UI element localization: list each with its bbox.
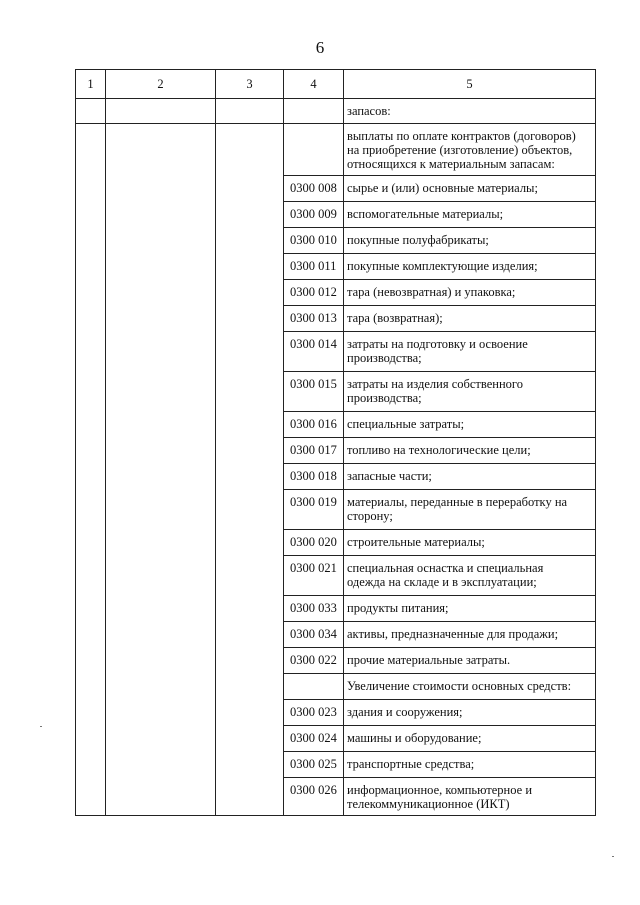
description-line: затраты на изделия собственного — [347, 377, 523, 391]
row-description — [344, 622, 596, 648]
col-1-span — [76, 124, 106, 816]
description-line: вспомогательные материалы; — [347, 207, 504, 221]
row-description — [344, 372, 596, 412]
row-code — [284, 99, 344, 124]
row-description — [344, 438, 596, 464]
row-code: 0300 008 — [284, 176, 344, 202]
header-col-2: 2 — [106, 70, 216, 99]
table-row — [76, 99, 596, 124]
row-description — [344, 752, 596, 778]
description-line: здания и сооружения; — [347, 705, 463, 719]
row-code — [284, 124, 344, 176]
row-code: 0300 013 — [284, 306, 344, 332]
description-line: одежда на складе и в эксплуатации; — [347, 575, 537, 589]
description-line: тара (возвратная); — [347, 311, 443, 325]
row-description — [344, 176, 596, 202]
row-description — [344, 99, 596, 124]
description-line: материалы, переданные в переработку на — [347, 495, 568, 509]
row-description — [344, 674, 596, 700]
codes-table — [75, 69, 596, 816]
row-description — [344, 530, 596, 556]
description-line: прочие материальные затраты. — [347, 653, 511, 667]
row-description — [344, 254, 596, 280]
row-code: 0300 009 — [284, 202, 344, 228]
header-col-5: 5 — [344, 70, 596, 99]
header-col-1: 1 — [76, 70, 106, 99]
row-code: 0300 022 — [284, 648, 344, 674]
row-description — [344, 280, 596, 306]
scan-speck — [40, 726, 42, 727]
row-code: 0300 010 — [284, 228, 344, 254]
col-3-span — [216, 124, 284, 816]
description-line: сторону; — [347, 509, 393, 523]
row-code: 0300 016 — [284, 412, 344, 438]
row-description — [344, 228, 596, 254]
scan-speck — [612, 856, 614, 857]
col-2-span — [106, 124, 216, 816]
description-line: тара (невозвратная) и упаковка; — [347, 285, 516, 299]
header-col-4: 4 — [284, 70, 344, 99]
row-description — [344, 648, 596, 674]
row-description — [344, 490, 596, 530]
table-row — [76, 124, 596, 176]
header-col-3: 3 — [216, 70, 284, 99]
row-description — [344, 464, 596, 490]
row-code: 0300 015 — [284, 372, 344, 412]
row-code: 0300 021 — [284, 556, 344, 596]
description-line: относящихся к материальным запасам: — [347, 157, 555, 171]
row-code: 0300 012 — [284, 280, 344, 306]
description-line: выплаты по оплате контрактов (договоров) — [347, 129, 576, 143]
empty-cell — [216, 99, 284, 124]
table-header-row — [76, 70, 596, 99]
empty-cell — [106, 99, 216, 124]
row-code: 0300 024 — [284, 726, 344, 752]
row-code: 0300 026 — [284, 778, 344, 816]
row-code: 0300 034 — [284, 622, 344, 648]
description-line: информационное, компьютерное и — [347, 783, 533, 797]
empty-cell — [76, 99, 106, 124]
row-code: 0300 023 — [284, 700, 344, 726]
description-line: строительные материалы; — [347, 535, 485, 549]
description-line: Увеличение стоимости основных средств: — [347, 679, 572, 693]
row-code: 0300 025 — [284, 752, 344, 778]
row-description — [344, 596, 596, 622]
description-line: производства; — [347, 391, 422, 405]
row-description — [344, 306, 596, 332]
description-line: на приобретение (изготовление) объектов, — [347, 143, 573, 157]
description-line: топливо на технологические цели; — [347, 443, 531, 457]
row-code: 0300 020 — [284, 530, 344, 556]
description-line: покупные полуфабрикаты; — [347, 233, 489, 247]
description-line: специальная оснастка и специальная — [347, 561, 544, 575]
row-code: 0300 033 — [284, 596, 344, 622]
row-description — [344, 726, 596, 752]
row-description — [344, 700, 596, 726]
row-description — [344, 556, 596, 596]
description-line: машины и оборудование; — [347, 731, 482, 745]
description-line: специальные затраты; — [347, 417, 465, 431]
description-line: покупные комплектующие изделия; — [347, 259, 538, 273]
row-description — [344, 412, 596, 438]
description-line: запасов: — [347, 104, 391, 118]
row-code: 0300 011 — [284, 254, 344, 280]
row-description — [344, 332, 596, 372]
description-line: телекоммуникационное (ИКТ) — [347, 797, 510, 811]
description-line: транспортные средства; — [347, 757, 475, 771]
row-code — [284, 674, 344, 700]
description-line: производства; — [347, 351, 422, 365]
row-description — [344, 124, 596, 176]
row-description — [344, 778, 596, 816]
page-number: 6 — [315, 38, 325, 57]
row-code: 0300 018 — [284, 464, 344, 490]
row-code: 0300 019 — [284, 490, 344, 530]
description-line: сырье и (или) основные материалы; — [347, 181, 538, 195]
row-code: 0300 017 — [284, 438, 344, 464]
description-line: запасные части; — [347, 469, 432, 483]
description-line: продукты питания; — [347, 601, 449, 615]
description-line: активы, предназначенные для продажи; — [347, 627, 559, 641]
description-line: затраты на подготовку и освоение — [347, 337, 528, 351]
row-code: 0300 014 — [284, 332, 344, 372]
row-description — [344, 202, 596, 228]
